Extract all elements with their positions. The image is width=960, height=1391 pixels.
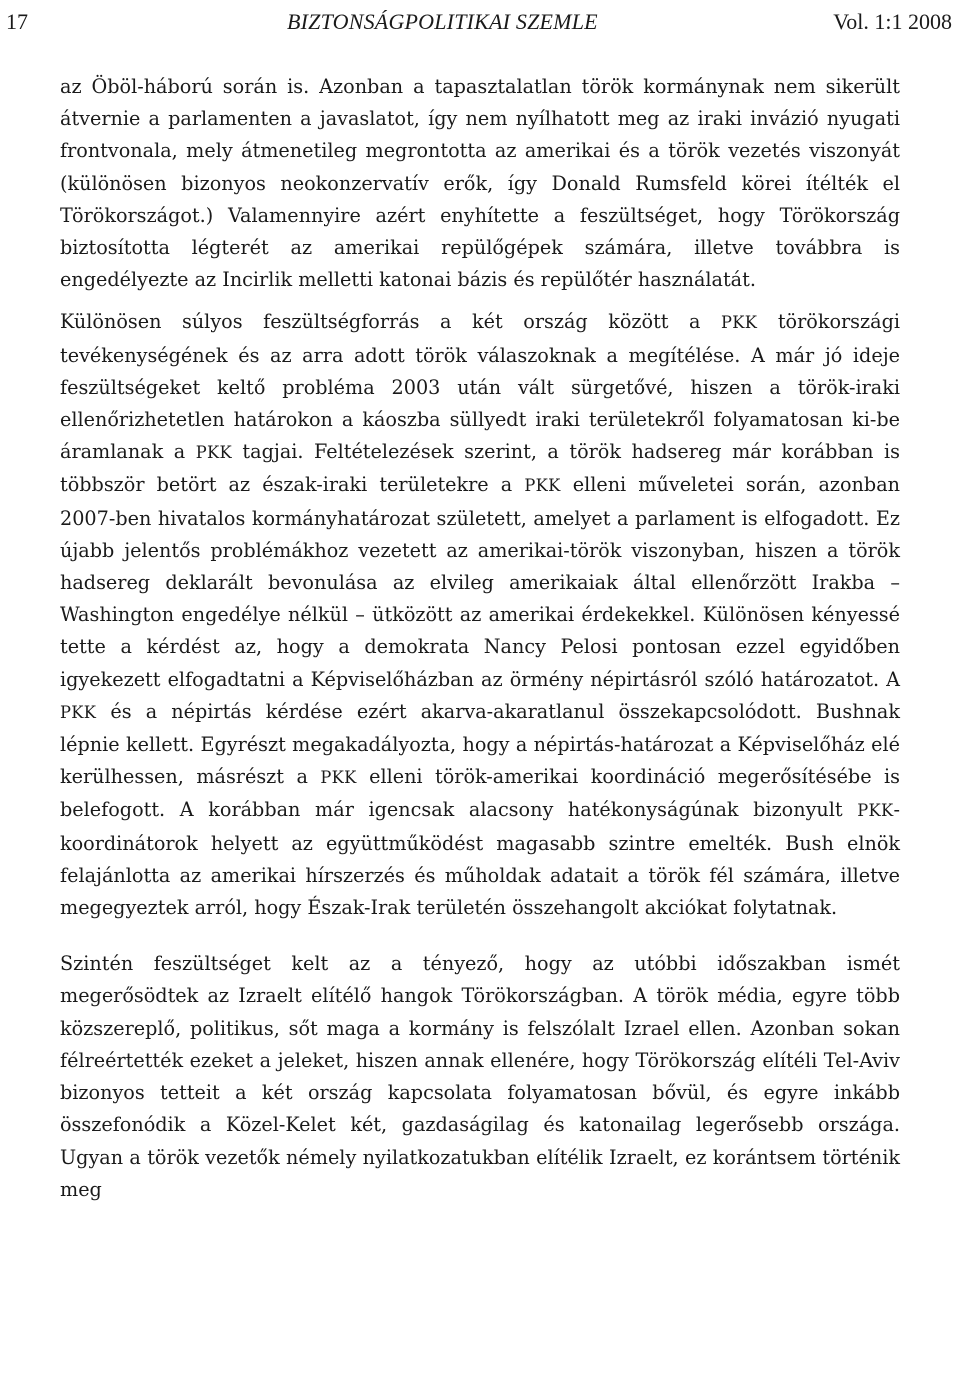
paragraph-1: az Öböl-háború során is. Azonban a tapasztalatlan török kormánynak nem sikerült átvernie a parlamenten a javaslatot, így nem nyílhatott meg az iraki invázió nyugati frontvonala, mely átmenetileg megrontotta az amerikai és a török vezetés viszonyát (különösen bizonyos neokonzervatív erők, így Donald Rumsfeld körei ítélték el Törökországot.) Valamennyire azért enyhítette a feszültséget, hogy Törökország biztosította légterét az amerikai repülőgépek számára, illetve továbbra is engedélyezte az Incirlik melletti katonai bázis és repülőtér használatát. — [60, 75, 900, 292]
acronym-pkk: PKK — [857, 801, 894, 821]
acronym-pkk: PKK — [524, 476, 561, 496]
journal-title: BIZTONSÁGPOLITIKAI SZEMLE — [287, 9, 598, 34]
page-number: 17 — [6, 9, 28, 34]
paragraph-2-text: és a népirtás kérdése ezért akarva-akaratlanul összekapcsolódott. Bushnak lépnie kellett. Egyrészt megakadályozta, hogy a népirtás-határozat a Képviselőház elé kerülhessen, másrészt a — [60, 699, 900, 789]
page-header — [0, 4, 960, 40]
paragraph-2-text: tagjai. Feltételezések szerint, a török hadsereg már korábban is többször betört az észak-iraki területekre a — [60, 440, 900, 497]
paragraph-3: Szintén feszültséget kelt az a tényező, hogy az utóbbi időszakban ismét megerősödtek az Izraelt elítélő hangok Törökországban. A török média, egyre több közszereplő, politikus, sőt maga a kormány is felszólalt Izrael ellen. Azonban sokan félreértették ezeket a jeleket, hiszen annak ellenére, hogy Törökország elítéli Tel-Aviv bizonyos tetteit a két ország kapcsolata folyamatosan bővül, és egyre inkább összefonódik a Közel-Kelet két, gazdaságilag és katonailag legerősebb országa. Ugyan a török vezetők némely nyilatkozatukban elítélik Izraelt, ez korántsem történik meg — [60, 952, 900, 1201]
acronym-pkk: PKK — [721, 313, 758, 333]
paragraph-2 — [60, 306, 900, 924]
acronym-pkk: PKK — [320, 768, 357, 788]
paragraph-2-text: elleni török-amerikai koordináció megerősítésébe is belefogott. A korábban már igencsak alacsony hatékonyságúnak bizonyult — [60, 765, 901, 822]
acronym-pkk: PKK — [60, 702, 97, 722]
acronym-pkk: PKK — [195, 443, 232, 463]
paragraph-2-text: elleni műveletei során, azonban 2007-ben hivatalos kormányhatározat született, amelyet a parlament is elfogadott. Ez újabb jelentős problémákhoz vezetett az amerikai-török viszonyban, hiszen a török hadsereg deklarált bevonulása az elvileg amerikaiak által ellenőrzött Irakba – Washington engedélye nélkül – ütközött az amerikai érdekekkel. Különösen kényessé tette a kérdést az, hogy a demokrata Nancy Pelosi pontosan ezzel egyidőben igyekezett elfogadtatni a Képviselőházban az örmény népirtásról szóló határozatot. A — [60, 473, 900, 691]
paragraph-2-text: Különösen súlyos feszültségforrás a két ország között a — [60, 310, 722, 334]
article-body — [60, 71, 900, 1206]
paragraph-2-text: -koordinátorok helyett az együttműködést magasabb szintre emelték. Bush elnök felajánlotta az amerikai hírszerzés és műholdak adatait a török fél számára, illetve megegyeztek arról, hogy Észak-Irak területén összehangolt akciókat folytatnak. — [60, 798, 900, 920]
volume-info: Vol. 1:1 2008 — [833, 9, 952, 34]
paragraph-2-text: törökországi tevékenységének és az arra adott török válaszoknak a megítélése. A már jó ideje feszültségeket keltő probléma 2003 után vált sürgetővé, hiszen a török-iraki ellenőrizhetetlen határokon a káoszba süllyedt iraki területekről folyamatosan ki-be áramlanak a — [60, 310, 900, 464]
